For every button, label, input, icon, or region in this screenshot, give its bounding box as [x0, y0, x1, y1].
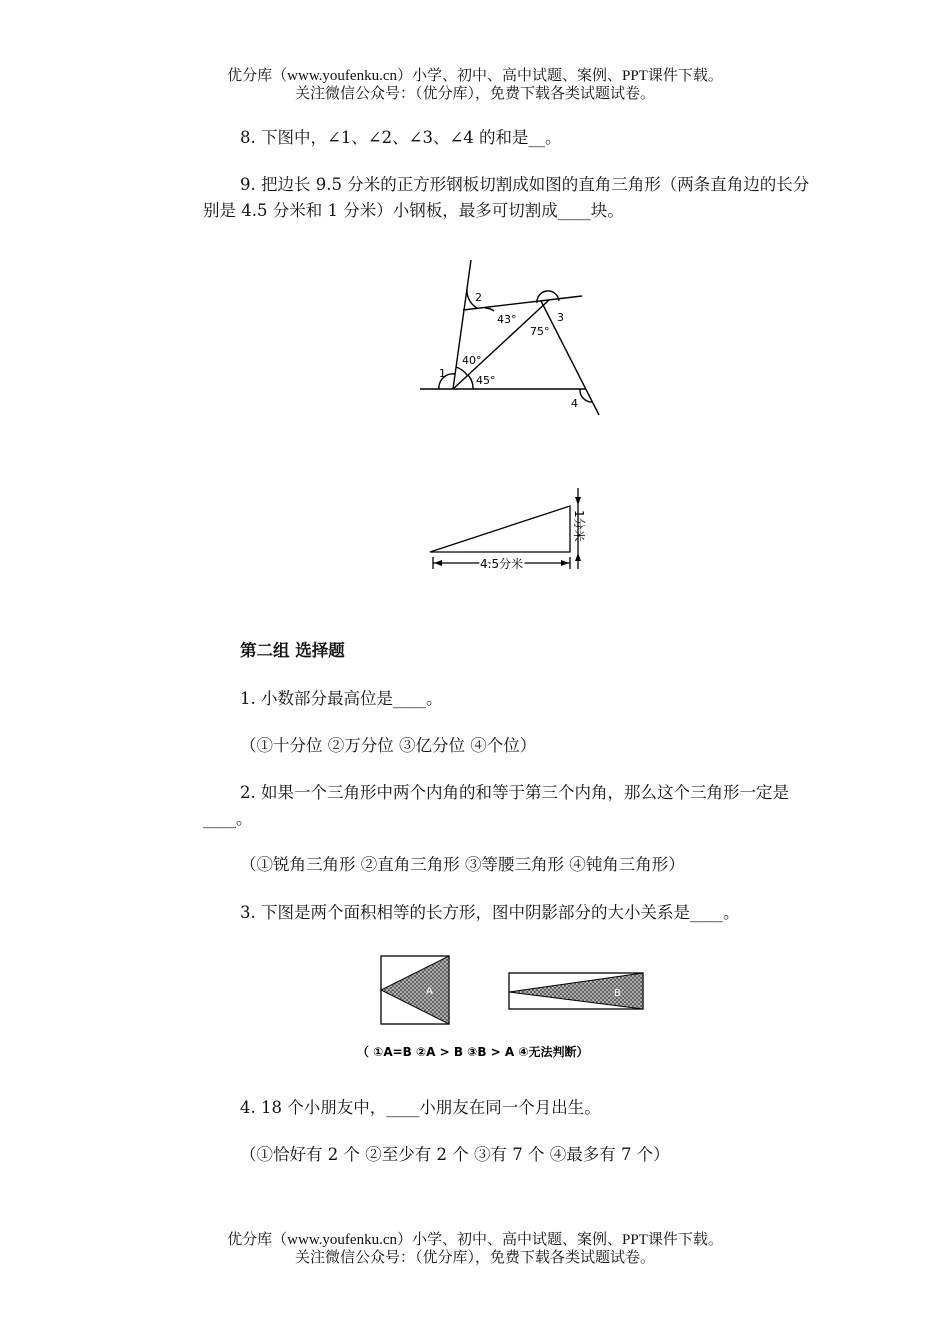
section2-question-2: 2. 如果一个三角形中两个内角的和等于第三个内角，那么这个三角形一定是____。	[203, 783, 789, 828]
label-45-deg: 45°	[476, 374, 496, 387]
question-8: 8. 下图中，∠1、∠2、∠3、∠4 的和是__。	[240, 128, 562, 147]
rectangles-options: （ ①A=B ②A > B ③B > A ④无法判断）	[357, 1045, 589, 1059]
footer-line-2: 关注微信公众号：（优分库），免费下载各类试题试卷。	[294, 1250, 655, 1266]
section2-question-3: 3. 下图是两个面积相等的长方形，图中阴影部分的大小关系是____。	[240, 903, 740, 922]
right-line	[541, 301, 599, 415]
height-label: 1分米	[572, 510, 586, 542]
label-43-deg: 43°	[497, 313, 517, 326]
right-triangle	[430, 506, 570, 552]
label-angle-4: 4	[571, 397, 578, 410]
section2-question-4-options: （①恰好有 2 个 ②至少有 2 个 ③有 7 个 ④最多有 7 个）	[240, 1145, 670, 1164]
angle-arc-40	[456, 367, 467, 375]
label-b: B	[614, 988, 621, 999]
section-2-title: 第二组 选择题	[240, 641, 345, 660]
section2-question-1: 1. 小数部分最高位是____。	[240, 689, 443, 708]
footer-line-1: 优分库（www.youfenku.cn）小学、初中、高中试题、案例、PPT课件下载。	[227, 1232, 723, 1248]
label-75-deg: 75°	[530, 325, 550, 338]
section2-question-2-options: （①锐角三角形 ②直角三角形 ③等腰三角形 ④钝角三角形）	[240, 855, 685, 874]
question-9: 9. 把边长 9.5 分米的正方形钢板切割成如图的直角三角形（两条直角边的长分别是 4.5 分米和 1 分米）小钢板，最多可切割成____块。	[203, 175, 810, 220]
rectangles-figure	[355, 952, 665, 1067]
label-angle-3: 3	[557, 311, 564, 324]
right-triangle-figure	[425, 483, 595, 575]
label-angle-2: 2	[475, 291, 482, 304]
header-line-1: 优分库（www.youfenku.cn）小学、初中、高中试题、案例、PPT课件下载。	[227, 68, 723, 84]
angle-arc-45	[468, 375, 473, 389]
angle-arc-43	[485, 308, 494, 311]
label-angle-1: 1	[439, 367, 446, 380]
section2-question-4: 4. 18 个小朋友中，____小朋友在同一个月出生。	[240, 1098, 601, 1117]
base-label: 4.5分米	[480, 557, 524, 571]
page-header	[0, 67, 950, 103]
section2-question-1-options: （①十分位 ②万分位 ③亿分位 ④个位）	[240, 736, 537, 755]
label-a: A	[426, 986, 433, 997]
header-line-2: 关注微信公众号：（优分库），免费下载各类试题试卷。	[294, 86, 655, 102]
page-footer	[0, 1231, 950, 1267]
label-40-deg: 40°	[462, 354, 482, 367]
angle-figure	[415, 255, 615, 420]
